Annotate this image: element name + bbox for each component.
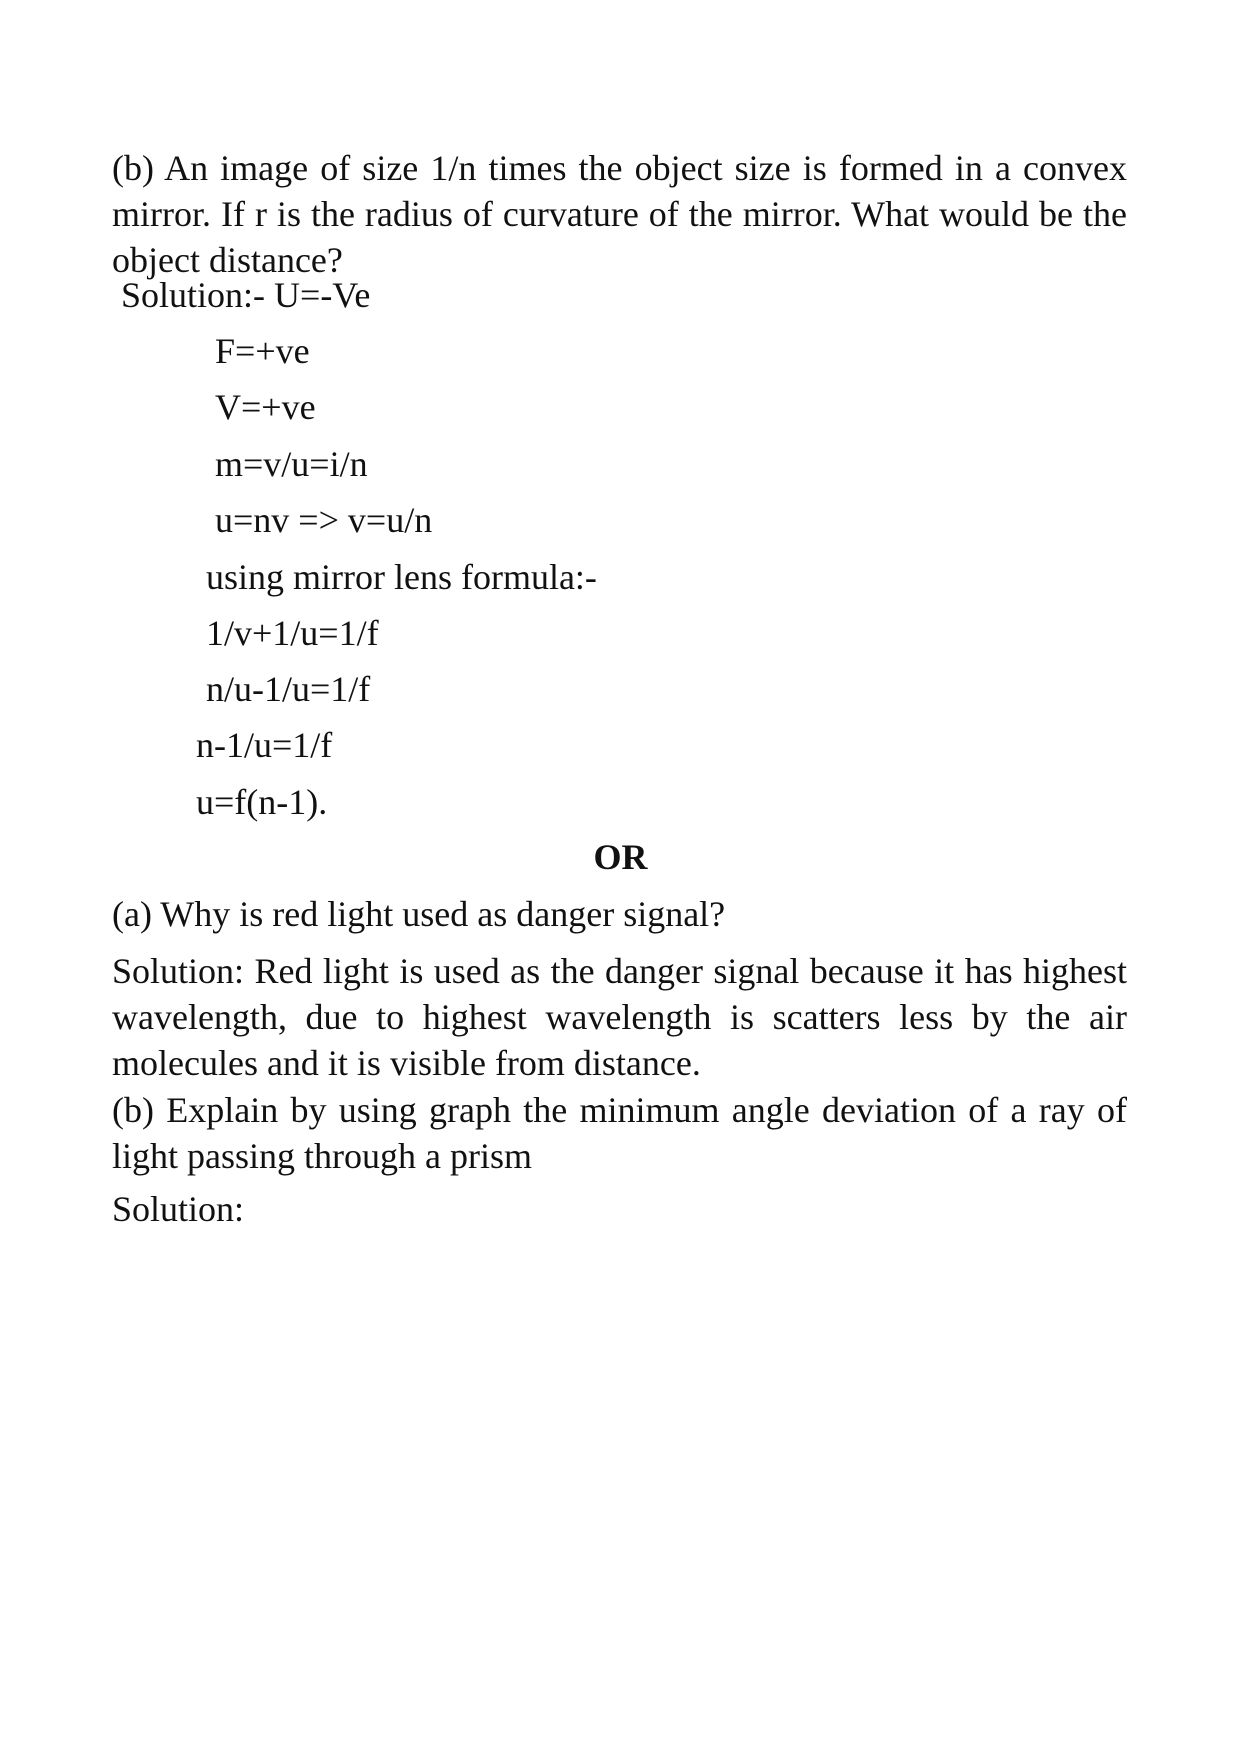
solution-step-result: u=f(n-1). xyxy=(196,782,328,822)
solution-heading-prism: Solution: xyxy=(112,1189,245,1229)
solution-red-light: Solution: Red light is used as the danger signal because it has highest wavelength, due to highest wavelength is scatters less by the air molecules and it is visible from distance. xyxy=(112,951,1127,1083)
solution-step-formula-intro: using mirror lens formula:- xyxy=(206,557,597,597)
or-separator: OR xyxy=(593,837,648,877)
solution-step-v-sign: V=+ve xyxy=(215,387,316,427)
solution-step-u-relation: u=nv => v=u/n xyxy=(215,500,433,540)
solution-step-magnification: m=v/u=i/n xyxy=(215,444,368,484)
solution-step-simplify: n-1/u=1/f xyxy=(196,725,333,765)
solution-step-mirror-formula: 1/v+1/u=1/f xyxy=(206,613,379,653)
solution-heading-convex-mirror: Solution:- U=-Ve xyxy=(121,275,371,315)
question-b-prism: (b) Explain by using graph the minimum angle deviation of a ray of light passing through a prism xyxy=(112,1090,1127,1176)
question-b-convex-mirror: (b) An image of size 1/n times the object size is formed in a convex mirror. If r is the radius of curvature of the mirror. What would be the object distance? xyxy=(112,148,1127,280)
question-a-red-light: (a) Why is red light used as danger signal? xyxy=(112,894,726,934)
solution-step-f-sign: F=+ve xyxy=(215,331,310,371)
solution-step-substitution: n/u-1/u=1/f xyxy=(206,669,371,709)
